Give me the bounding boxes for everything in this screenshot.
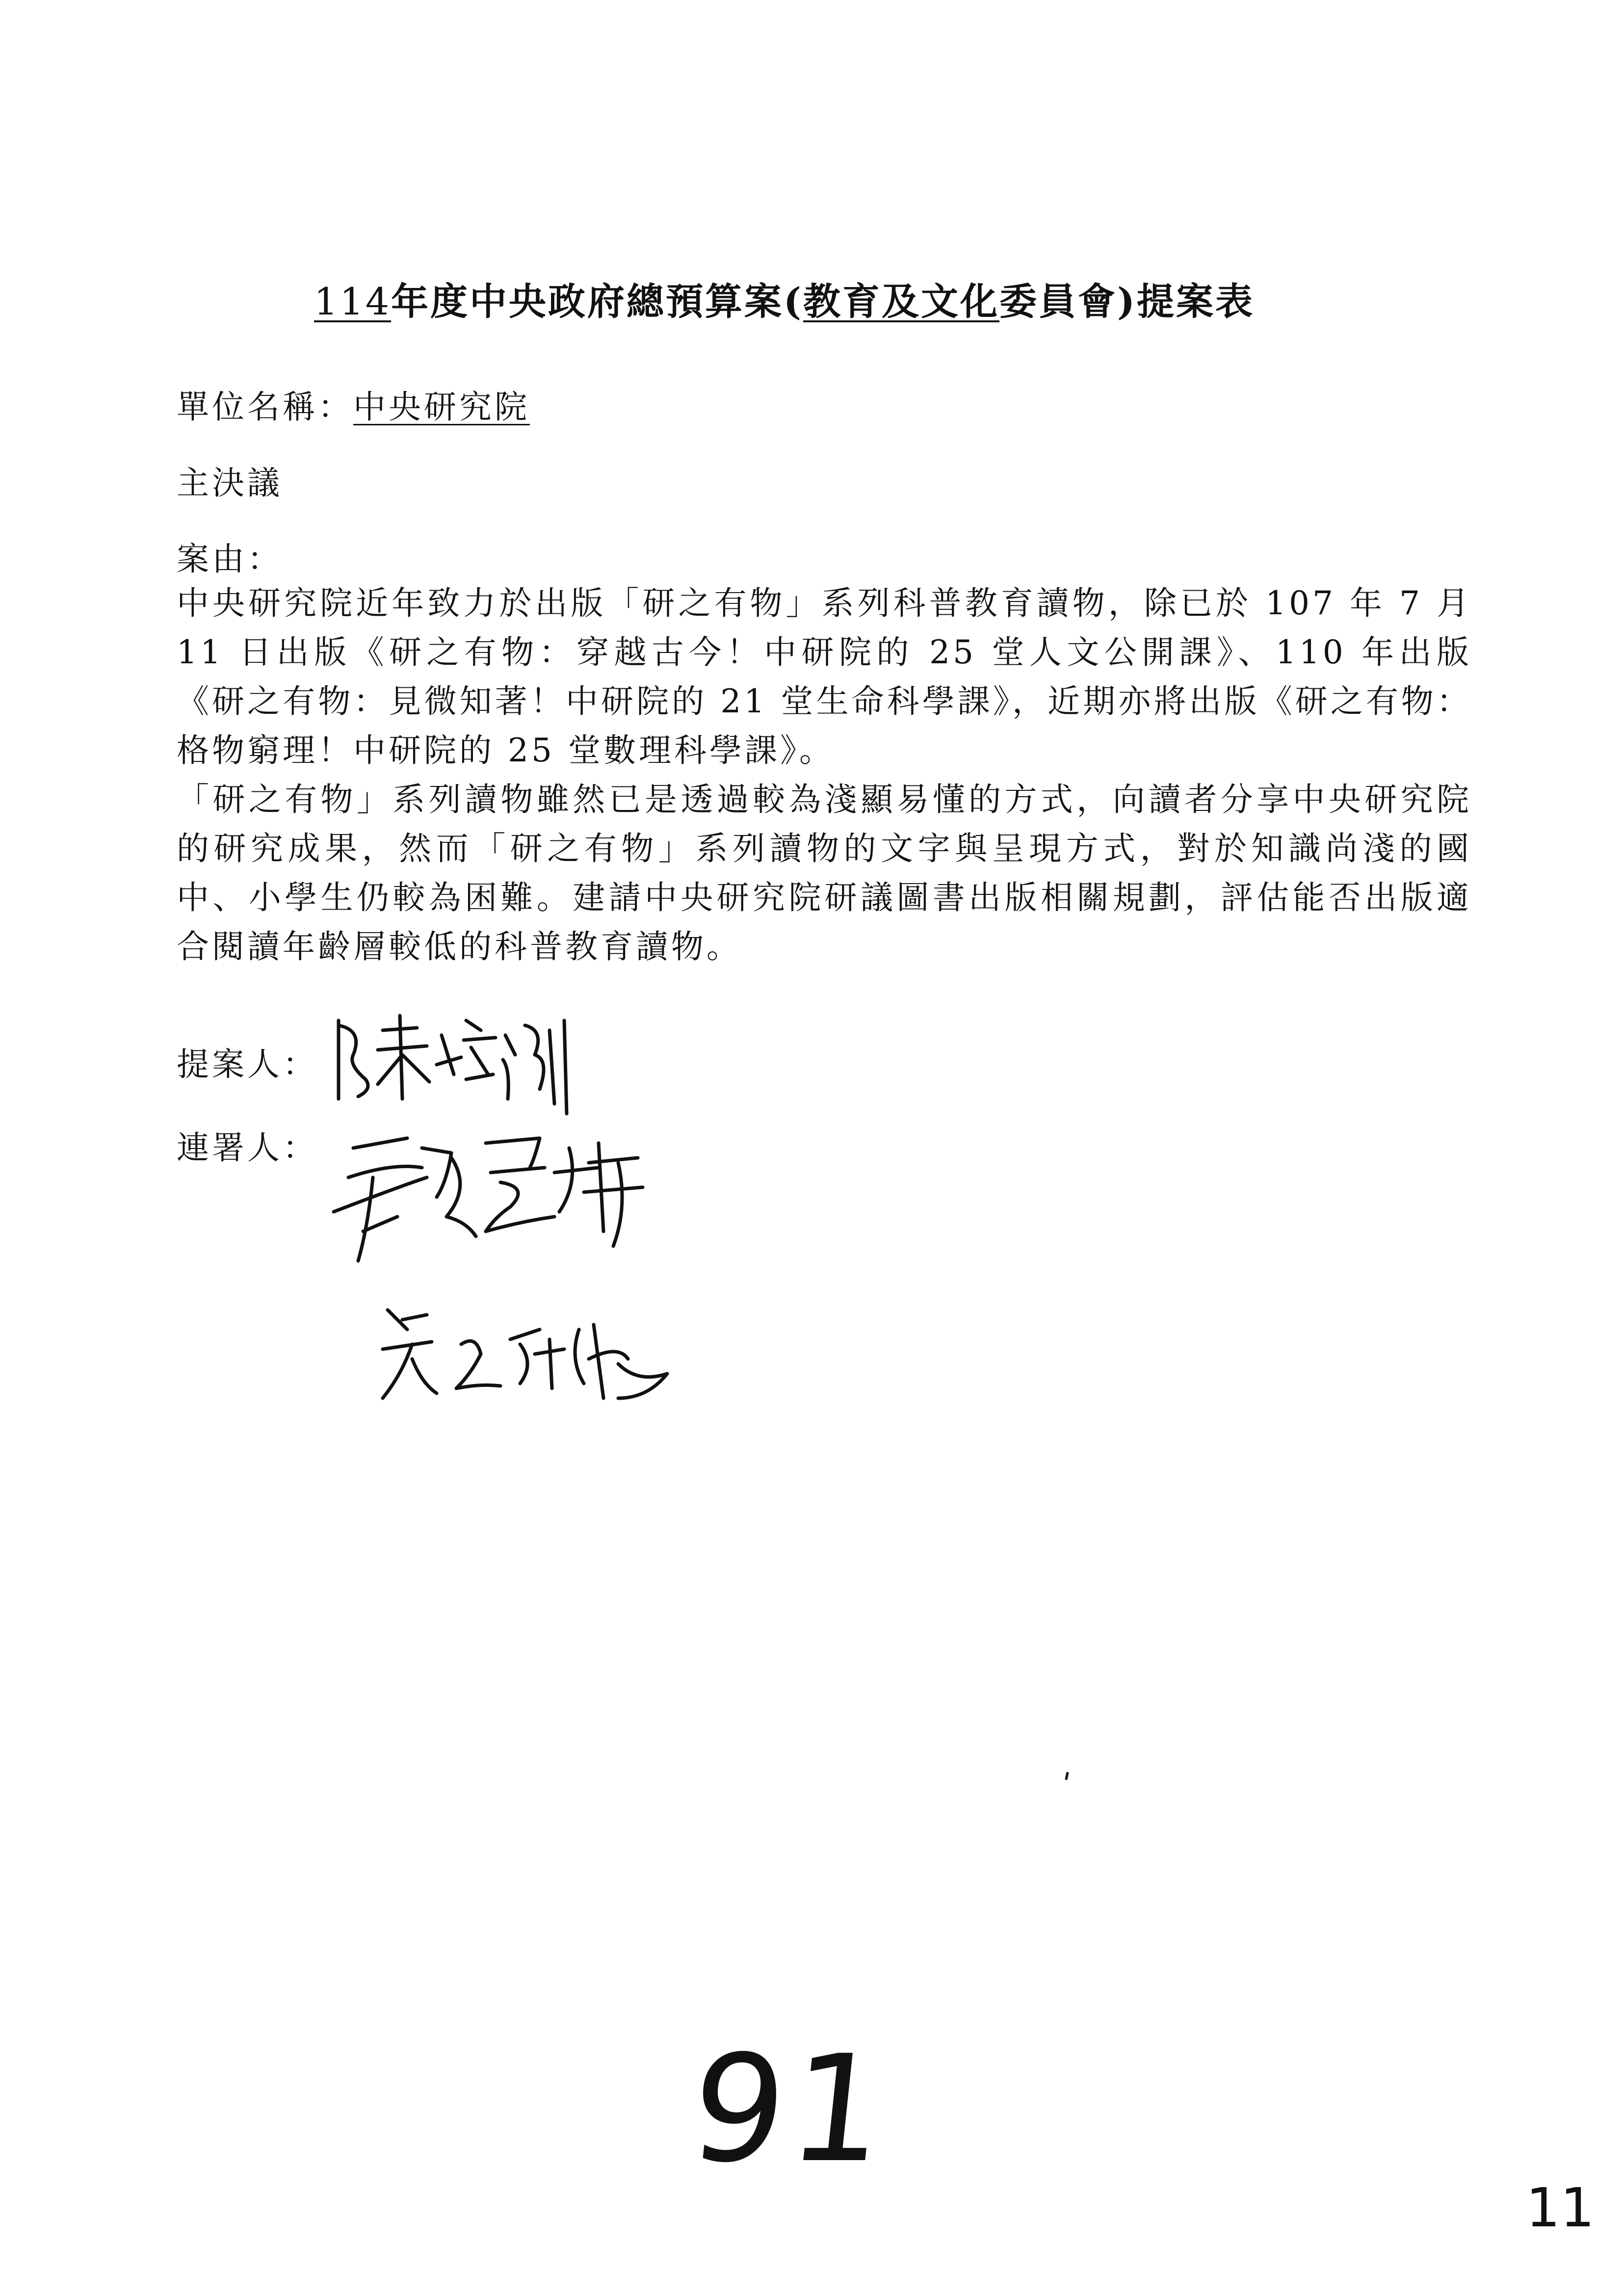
unit-value: 中央研究院 [353, 388, 530, 426]
reason-paragraph-2: 「研之有物」系列讀物雖然已是透過較為淺顯易懂的方式，向讀者分享中央研究院的研究成果，然而「研之有物」系列讀物的文字與呈現方式，對於知識尚淺的國中、小學生仍較為困難。建請中央研究院研議圖書出版相關規劃，評估能否出版適合閱讀年齡層較低的科普教育讀物。 [177, 781, 1472, 965]
reason-paragraph-1: 中央研究院近年致力於出版「研之有物」系列科普教育讀物，除已於 107 年 7 月 11 日出版《研之有物：穿越古今！中研院的 25 堂人文公開課》、110 年出版《研之有物：見微知著！中研院的 21 堂生命科學課》，近期亦將出版《研之有物：格物窮理！中研院的 25 堂數理科學課》。 [177, 584, 1472, 769]
proposal-title [314, 275, 1344, 329]
reason-body [177, 579, 1472, 971]
unit-label: 單位名稱： [177, 388, 353, 426]
handwritten-page-number: 91 [682, 2024, 898, 2195]
title-year: 114 [314, 280, 392, 323]
cosigner-signature-1 [324, 1119, 667, 1266]
title-text-2: 委員會)提案表 [999, 280, 1255, 323]
proposer-label: 提案人： [177, 1045, 318, 1083]
title-text-1: 年度中央政府總預算案( [391, 280, 804, 323]
title-committee: 教育及文化 [803, 280, 1000, 323]
corner-page-mark: 11 [1526, 2176, 1595, 2239]
cosigner-signature-2 [373, 1300, 687, 1408]
unit-row [177, 383, 530, 432]
resolution-type: 主決議 [177, 464, 283, 502]
proposer-signature [319, 1001, 574, 1119]
reason-label: 案由： [177, 540, 283, 578]
cosigner-label: 連署人： [177, 1129, 318, 1167]
scan-speck [1065, 1772, 1069, 1780]
